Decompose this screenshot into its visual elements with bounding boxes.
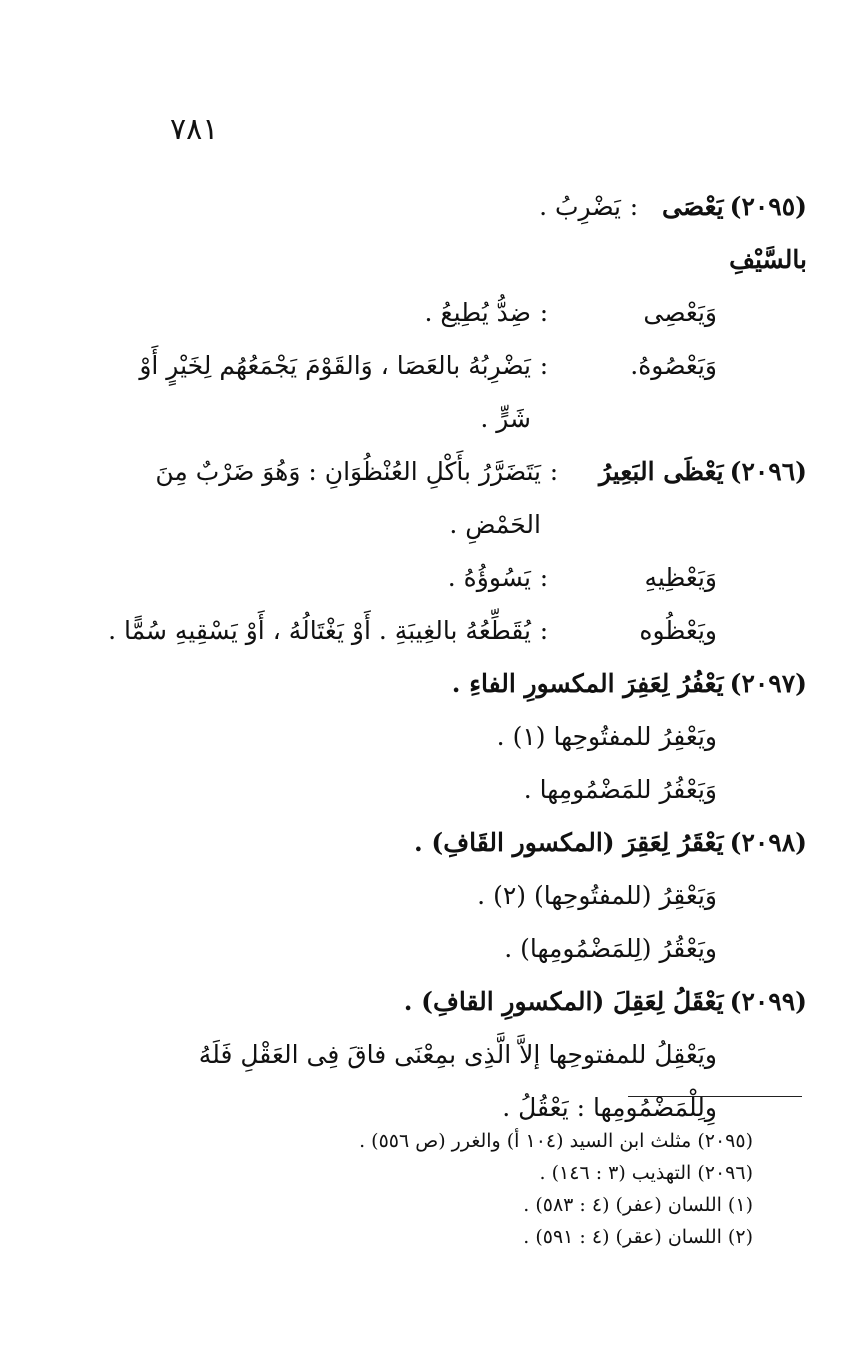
entry-number: (٢٠٩٥) <box>729 192 807 221</box>
entry-line: ويَعْقِلُ للمفتوحِها إلاَّ الَّذِى بمِعْنَى فاقَ فِى العَقْلِ فَلَهُ وِلِلْمَضْمُومِها : يَعْقُلُ . <box>198 1040 717 1122</box>
entry-separator: : <box>629 192 639 221</box>
entry-definition: ضِدُّ يُطِيعُ . <box>424 298 531 327</box>
entry-separator: : <box>539 616 549 645</box>
entry-number: (٢٠٩٩) <box>729 987 807 1016</box>
entry-line: وَيَعْقِرُ (للمفتُوحِها) (٢) . <box>477 881 717 910</box>
footnote: (٢) اللسان (عقر) (٤ : ٥٩١) . <box>523 1226 753 1248</box>
entry-2095 <box>107 180 807 445</box>
entry-word: يَعْظَى البَعِيرُ <box>599 457 724 486</box>
entry-separator: : <box>539 298 549 327</box>
entry-2097 <box>107 657 807 816</box>
entry-definition: يَسُوؤُهُ . <box>447 563 531 592</box>
footnote: (٢٠٩٥) مثلث ابن السيد (١٠٤ أ) والغرر (ص ٥٥٦) . <box>359 1130 753 1152</box>
entry-2098 <box>107 816 807 975</box>
entry-2099 <box>107 975 807 1134</box>
entry-word: وَيَعْصُوهُ. <box>630 351 717 380</box>
footnote: (١) اللسان (عفر) (٤ : ٥٨٣) . <box>523 1194 753 1216</box>
entry-headline: يَعْفُرُ لِعَفِرَ المكسورِ الفاءِ . <box>451 669 724 698</box>
entry-definition: يَضْرِبُهُ بالعَصَا ، وَالقَوْمَ يَجْمَعُهُم لِخَيْرٍ أَوْ شَرٍّ . <box>139 351 531 433</box>
entry-headline: يَعْقَرُ لِعَقِرَ (المكسور القَافِ) . <box>413 828 724 857</box>
entry-2096 <box>107 445 807 657</box>
entry-line: ويَعْقُرُ (لِلمَضْمُومِها) . <box>504 934 717 963</box>
entry-headline: يَعْقَلُ لِعَقِلَ (المكسورِ القافِ) . <box>403 987 724 1016</box>
entry-separator: : <box>539 563 549 592</box>
entry-line: وَيَعْفُرُ للمَضْمُومِها . <box>523 775 717 804</box>
entry-definition: يُقَطِّعُهُ بالغِيبَةِ . أَوْ يَغْتَالُهُ ، أَوْ يَسْقِيهِ سُمًّا . <box>108 616 531 645</box>
entry-separator: : <box>549 457 559 486</box>
entry-separator: : <box>539 351 549 380</box>
entry-number: (٢٠٩٧) <box>729 669 807 698</box>
entry-word: وَيَعْظِيهِ <box>644 563 717 592</box>
entry-definition: يَضْرِبُ . <box>539 192 621 221</box>
entry-number: (٢٠٩٦) <box>729 457 807 486</box>
entry-word: ويَعْظُوه <box>639 616 717 645</box>
entry-line: ويَعْفِرُ للمفتُوحِها (١) . <box>496 722 717 751</box>
entry-word: وَيَعْصِى <box>643 298 717 327</box>
main-text <box>107 180 807 1134</box>
entry-number: (٢٠٩٨) <box>729 828 807 857</box>
footnote-divider <box>628 1096 802 1097</box>
entry-word: يَعْصَى بالسَّيْفِ <box>662 192 807 274</box>
footnotes <box>73 1125 753 1253</box>
footnote: (٢٠٩٦) التهذيب (٣ : ١٤٦) . <box>539 1162 753 1184</box>
entry-definition: يَتَضَرَّرُ بأَكْلِ العُنْظُوَانِ : وَهُوَ ضَرْبٌ مِنَ الحَمْضِ . <box>155 457 541 539</box>
page-number: ٧٨١ <box>170 112 219 147</box>
